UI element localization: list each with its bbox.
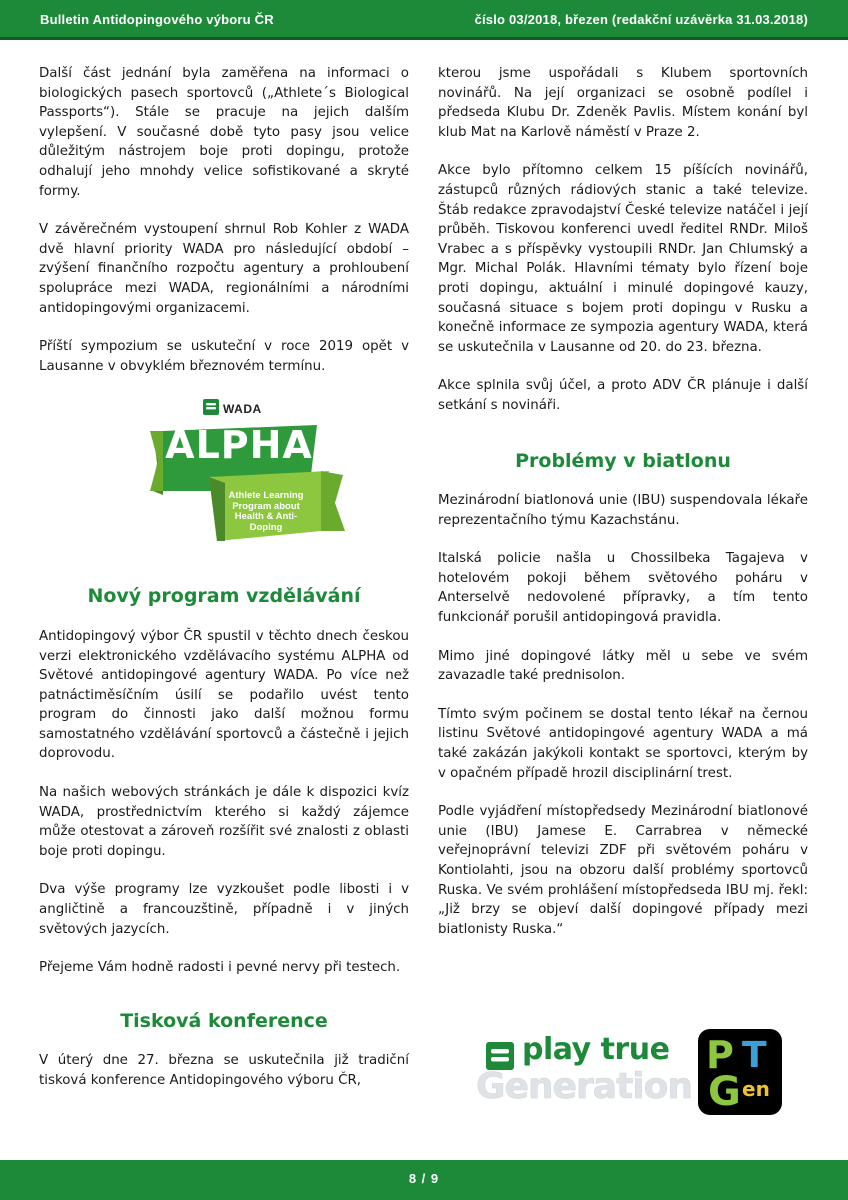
wada-brand-label: WADA xyxy=(223,402,262,417)
paragraph: Příští sympozium se uskuteční v roce 2019 opět v Lausanne v obvyklém březnovém termínu. xyxy=(39,339,409,374)
badge-letters-en: en xyxy=(742,1077,770,1101)
footer-bar xyxy=(0,1160,848,1200)
paragraph: Mimo jiné dopingové látky měl u sebe ve svém zavazadle také prednisolon. xyxy=(438,648,808,684)
section-title-education: Nový program vzdělávání xyxy=(87,585,361,608)
paragraph: Podle vyjádření místopředsedy Mezinárodní biatlonové unie (IBU) Jamese E. Carrabrea v německé veřejnoprávní televizi ZDF při světovém poháru v Kontiolahti, jsou na obzoru další problémy sportovců Ruska. Ve svém prohlášení místopředseda IBU mj. řekl: „Již brzy se objeví další dopingové případy mezi biatlonisty Ruska.“ xyxy=(438,804,808,937)
paragraph: V úterý dne 27. března se uskutečnila již tradiční tisková konference Antidopingového výboru ČR, xyxy=(39,1053,409,1088)
badge-letter-g: G xyxy=(708,1069,741,1115)
header-issue: číslo 03/2018, březen (redakční uzávěrka 31.03.2018) xyxy=(474,12,808,27)
badge-letter-p: P xyxy=(706,1033,734,1077)
paragraph: kterou jsme uspořádali s Klubem sportovních novinářů. Na její organizaci se osobně podílel i předseda Klubu Dr. Zdeněk Pavlis. Místem konání byl klub Mat na Karlově náměstí v Praze 2. xyxy=(438,66,808,140)
paragraph: Přejeme Vám hodně radosti i pevné nervy při testech. xyxy=(39,960,401,976)
paragraph: Italská policie našla u Chossilbeka Tagajeva v hotelovém pokoji během světového poháru v Anterselvě nedovolené přípravky, a tím tento funkcionář porušil antidopingová pravidla. xyxy=(438,551,808,626)
alpha-logo xyxy=(39,391,409,569)
paragraph: Dva výše programy lze vyzkoušet podle libosti i v angličtině a francouzštině, případně i v jiných světových jazycích. xyxy=(39,882,409,937)
header-rule xyxy=(0,37,848,40)
play-true-text: play true xyxy=(522,1032,670,1067)
right-column xyxy=(438,64,808,958)
left-column xyxy=(39,64,409,1110)
badge-letter-t: T xyxy=(742,1035,767,1076)
alpha-tagline xyxy=(222,491,310,533)
paragraph: Akce splnila svůj účel, a proto ADV ČR plánuje i další setkání s novináři. xyxy=(438,378,808,413)
paragraph: Na našich webových stránkách je dále k dispozici kvíz WADA, prostřednictvím kterého si každý zájemce může otestovat a zároveň rozšířit své znalosti z oblasti boje proti dopingu. xyxy=(39,785,409,859)
generation-text: Generation xyxy=(476,1066,692,1107)
alpha-tagline-line: Health & Anti-Doping xyxy=(234,511,298,533)
paragraph: V závěrečném vystoupení shrnul Rob Kohler z WADA dvě hlavní priority WADA pro následující období – zvýšení finančního rozpočtu agentury a prohloubení spolupráce mezi WADA, regionálními a národními antidopingovými organizacemi. xyxy=(39,222,409,316)
paragraph: Antidopingový výbor ČR spustil v těchto dnech českou verzi elektronického vzdělávacího systému ALPHA od Světové antidopingové agentury WADA. Po více než patnáctiměsíčním úsilí se podařilo uvést tento program do činnosti jako další možnou formu samostatného vzdělávání sportovců a částečně i jejich doprovodu. xyxy=(39,628,409,762)
header-bar xyxy=(0,0,848,40)
section-title-press-conference: Tisková konference xyxy=(120,1009,328,1032)
alpha-tagline-line: Program about xyxy=(232,500,300,512)
paragraph: Tímto svým počinem se dostal tento lékař na černou listinu Světové antidopingové agentury WADA a má také zakázán jakýkoli kontakt se sportovci, kterým by v opačném případě hrozil disciplinární trest. xyxy=(438,706,808,781)
paragraph: Mezinárodní biatlonová unie (IBU) suspendovala lékaře reprezentačního týmu Kazachstánu. xyxy=(438,493,808,528)
section-title-biathlon: Problémy v biatlonu xyxy=(515,449,731,472)
page-number: 8 / 9 xyxy=(408,1171,440,1186)
ptgen-badge xyxy=(698,1029,782,1115)
alpha-tagline-line: Athlete Learning xyxy=(228,490,304,502)
paragraph: Další část jednání byla zaměřena na informaci o biologických pasech sportovců („Athlete´s Biological Passports“). Stále se pracuje na jejich dalším vylepšení. V současné době tyto pasy jsou velice důležitým nástrojem boje proti dopingu, protože odhalují jeho mnohdy velice sofistikované a skryté formy. xyxy=(39,66,409,199)
paragraph: Akce bylo přítomno celkem 15 píšících novinářů, zástupců různých rádiových stanic a také televize. Štáb redakce zpravodajství České televize natáčel i její průběh. Tiskovou konferenci uvedl ředitel RNDr. Miloš Vrabec a s příspěvky vystoupili RNDr. Jan Chlumský a Mgr. Michal Polák. Hlavními tématy bylo řízení boje proti dopingu, aktuální i minulé dopingové kauzy, současná situace s bojem proti dopingu v Rusku a konečně informace ze sympozia agentury WADA, která se uskutečnila v Lausanne od 20. do 23. března. xyxy=(438,163,808,355)
wada-mark-icon xyxy=(203,399,219,415)
header-title: Bulletin Antidopingového výboru ČR xyxy=(40,12,274,27)
alpha-word: ALPHA xyxy=(165,423,313,468)
